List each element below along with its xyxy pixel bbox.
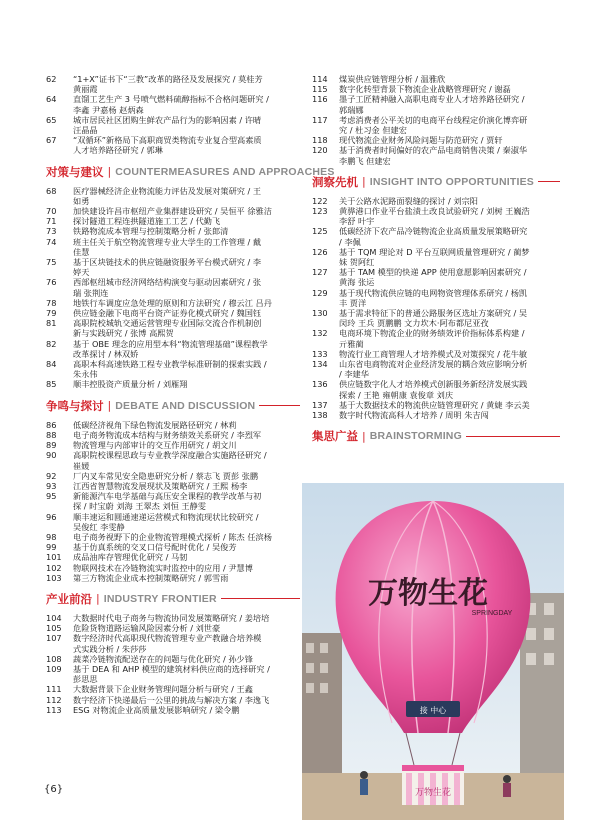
toc-entry xyxy=(312,349,560,359)
toc-article-title: 数字经济时代高职现代物流管理专业产教融合培养模 式实践分析 / 朱莎莎 xyxy=(73,633,262,654)
toc-entry xyxy=(46,135,300,155)
toc-article-title: 第三方物流企业成本控制策略研究 / 郭雪雨 xyxy=(73,572,229,583)
toc-page-number: 105 xyxy=(46,623,62,634)
toc-article-title: 供应链数字化人才培养模式创新服务新经济发展实践 探索 / 王艳 雍朝康 袁俊章 刘庆 xyxy=(339,379,528,400)
toc-entry xyxy=(312,206,560,226)
toc-article-title: 地铁行车调度应急处理的原则和方法研究 / 穆云江 吕丹 xyxy=(73,297,272,308)
toc-entry xyxy=(46,552,300,562)
toc-article-title: 医疗器械经济企业物流能力评估及发展对策研究 / 王 如勇 xyxy=(73,185,262,206)
toc-article-title: 基于消费者时间偏好的农产品电商销售决策 / 秦淑华 李鹏飞 但建宏 xyxy=(339,145,528,166)
toc-page-number: 74 xyxy=(46,236,57,247)
toc-page-number: 129 xyxy=(312,287,328,298)
toc-page-number: 98 xyxy=(46,531,57,542)
section-title: 产业前沿 xyxy=(46,591,92,606)
toc-entry xyxy=(46,491,300,511)
toc-entry xyxy=(46,318,300,338)
toc-entry xyxy=(46,613,300,623)
toc-article-title: 顺丰控股资产质量分析 / 刘雁翔 xyxy=(73,379,188,390)
balloon-text: 万物生花 xyxy=(368,576,488,611)
toc-page-number: 136 xyxy=(312,379,328,390)
section-title: 对策与建议 xyxy=(46,164,104,179)
section-subtitle: DEBATE AND DISCUSSION xyxy=(115,399,256,412)
toc-entry xyxy=(312,247,560,267)
section-subtitle: BRAINSTORMING xyxy=(369,430,462,443)
toc-entry xyxy=(46,94,300,114)
toc-article-title: 电子商务视野下的企业物流管理模式探析 / 陈杰 任滨杨 xyxy=(73,531,272,542)
toc-page-number: 109 xyxy=(46,663,62,674)
toc-article-title: 铁路物流成本管理与控制策略分析 / 张郎清 xyxy=(73,226,229,237)
toc-article-title: 班主任关于航空物流管理专业大学生的工作管理 / 戴 佳慧 xyxy=(73,236,262,257)
toc-page-number: 76 xyxy=(46,277,57,288)
toc-page-number: 114 xyxy=(312,74,328,84)
toc-entry xyxy=(46,705,300,715)
toc-article-title: 数字经济下快递最后一公里的挑战与解决方案 / 李逸飞 xyxy=(73,694,270,705)
toc-entry xyxy=(46,308,300,318)
toc-article-title: 基于区块链技术的供应链融资服务平台模式研究 / 李 婷天 xyxy=(73,257,262,278)
toc-article-title: 考虑消费者公平关切的电商平台线程定价演化博弈研 究 / 杜习金 但建宏 xyxy=(339,114,528,136)
section-divider: | xyxy=(362,175,366,189)
toc-page-number: 120 xyxy=(312,145,328,156)
toc-page-number: 108 xyxy=(46,653,62,664)
section-title: 争鸣与探讨 xyxy=(46,398,104,413)
toc-page-number: 116 xyxy=(312,94,328,105)
cover-photo xyxy=(302,483,564,820)
toc-entry xyxy=(46,379,300,389)
toc-article-title: 关于公路水泥路面裂缝的探讨 / 刘宗阳 xyxy=(339,195,478,206)
toc-article-title: 物流行业工商管理人才培养模式及对策探究 / 花牛敏 xyxy=(339,348,528,359)
toc-page-number: 71 xyxy=(46,216,57,227)
section-rule xyxy=(466,436,560,437)
toc-page-number: 111 xyxy=(46,684,62,695)
toc-entry xyxy=(312,115,560,135)
toc-article-title: 山东省电商物流对企业经济发展的耦合效应影响分析 / 李建华 xyxy=(339,359,528,380)
toc-page-number: 86 xyxy=(46,419,57,430)
basket-text: 万物生花 xyxy=(414,788,452,798)
toc-article-title: 基于需求特征下的普通公路服务区选址方案研究 / 吴 闵玲 王兵 贾鹏鹏 文力坎木·阿布都尼亚孜 xyxy=(339,308,528,329)
toc-entry xyxy=(46,186,300,206)
toc-entry xyxy=(312,400,560,410)
toc-article-title: 顺丰速运和圆通速递运营模式和物流现状比较研究 / 吴俊红 李雯静 xyxy=(73,511,259,532)
toc-article-title: 物联网技术在冷链物流实时监控中的应用 / 尹慧博 xyxy=(73,562,253,573)
toc-article-title: 数字化转型背景下物流企业战略管理研究 / 谢磊 xyxy=(339,84,511,95)
toc-page-number: 101 xyxy=(46,552,62,563)
toc-entry xyxy=(46,532,300,542)
toc-article-title: 大数据背景下企业财务管理问题分析与研究 / 王鑫 xyxy=(73,684,253,695)
toc-entry xyxy=(46,298,300,308)
toc-entry xyxy=(312,328,560,348)
toc-page-number: 78 xyxy=(46,297,57,308)
toc-page-number: 113 xyxy=(46,704,62,715)
toc-entry xyxy=(46,420,300,430)
toc-page-number: 104 xyxy=(46,612,62,623)
toc-entry xyxy=(46,339,300,359)
toc-page-number: 112 xyxy=(46,694,62,705)
toc-page-number: 95 xyxy=(46,491,57,502)
page-number: {6} xyxy=(44,784,64,795)
toc-article-title: 基于大数据技术的物流供应链管理研究 / 黄婕 李云美 xyxy=(339,399,530,410)
toc-entry xyxy=(312,196,560,206)
toc-entry xyxy=(312,74,560,84)
toc-entry xyxy=(312,267,560,287)
toc-article-title: 基于 OBE 理念的应用型本科“物流管理基础”课程教学 改革探讨 / 林双娇 xyxy=(73,338,268,359)
toc-article-title: 城市居民社区团购生鲜农产品行为的影响因素 / 许晴 汪晶晶 xyxy=(73,114,262,136)
toc-article-title: 数字时代物流高科人才培养 / 周明 朱吉闯 xyxy=(339,410,489,421)
section-header xyxy=(46,398,300,414)
section-subtitle: COUNTERMEASURES AND APPROACHES xyxy=(115,165,335,178)
toc-page-number: 125 xyxy=(312,226,328,237)
toc-entry xyxy=(46,277,300,297)
toc-entry xyxy=(46,257,300,277)
toc-page-number: 133 xyxy=(312,348,328,359)
toc-article-title: 基于现代物流供应链的电网物资管理体系研究 / 杨凯 丰 贾洋 xyxy=(339,287,528,308)
toc-article-title: 基于 TAM 模型的快递 APP 使用意愿影响因素研究 / 黄海 张运 xyxy=(339,267,527,288)
toc-page-number: 68 xyxy=(46,185,57,196)
toc-entry xyxy=(46,684,300,694)
toc-page-number: 132 xyxy=(312,328,328,339)
toc-entry xyxy=(312,94,560,114)
toc-article-title: 高职本科高速铁路工程专业教学标准研制的探索实践 / 朱永伟 xyxy=(73,359,267,380)
toc-entry xyxy=(46,216,300,226)
toc-entry xyxy=(312,145,560,165)
toc-entry xyxy=(46,654,300,664)
toc-page-number: 75 xyxy=(46,257,57,268)
toc-entry xyxy=(312,308,560,328)
toc-article-title: 探讨隧道工程连拱隧道施工工艺 / 代勤飞 xyxy=(73,216,221,227)
toc-page-number: 134 xyxy=(312,359,328,370)
toc-article-title: 江西省智慧物流发展现状及策略研究 / 王熙 杨李 xyxy=(73,480,248,491)
section-subtitle: INDUSTRY FRONTIER xyxy=(103,592,217,605)
section-divider: | xyxy=(107,165,112,179)
toc-page-number: 62 xyxy=(46,74,57,84)
toc-page-number: 65 xyxy=(46,114,57,125)
toc-page-number: 123 xyxy=(312,206,328,217)
toc-article-title: 高职院校城轨交通运营管理专业国际交流合作机制创 新与实践研究 / 张博 高熙贺 xyxy=(73,318,262,339)
toc-article-title: 现代物流企业财务风险问题与防范研究 / 贾轩 xyxy=(339,135,503,146)
toc-entry xyxy=(46,542,300,552)
section-rule xyxy=(221,598,300,599)
toc-page-number: 127 xyxy=(312,267,328,278)
toc-page-number: 115 xyxy=(312,84,328,95)
toc-entry xyxy=(46,430,300,440)
toc-entry xyxy=(312,410,560,420)
toc-article-title: 西部枢纽城市经济网络结构演变与驱动因素研究 / 张 瑞 张荆连 xyxy=(73,277,262,298)
toc-page-number: 103 xyxy=(46,572,62,583)
section-header xyxy=(312,174,560,190)
section-divider: | xyxy=(362,429,366,443)
toc-entry xyxy=(312,135,560,145)
toc-page-number: 107 xyxy=(46,633,62,644)
toc-page-number: 137 xyxy=(312,399,328,410)
section-header xyxy=(46,591,300,607)
toc-article-title: 厂内叉车常见安全隐患研究分析 / 蔡志飞 贾彭 张鹏 xyxy=(73,470,259,481)
toc-entry xyxy=(46,664,300,684)
toc-article-title: 基于仿真系统的交叉口信号配时优化 / 吴俊芳 xyxy=(73,542,237,553)
toc-page-number: 92 xyxy=(46,470,57,481)
toc-page-number: 73 xyxy=(46,226,57,237)
toc-entry xyxy=(46,115,300,135)
toc-entry xyxy=(46,440,300,450)
toc-page-number: 79 xyxy=(46,308,57,319)
toc-article-title: 低碳经济下农产品冷链物流企业高质量发展策略研究 / 李佩 xyxy=(339,226,528,247)
toc-entry xyxy=(312,379,560,399)
toc-page-number: 89 xyxy=(46,440,57,451)
toc-article-title: 煤炭供应链管理分析 / 温雅欣 xyxy=(339,74,446,84)
toc-entry xyxy=(46,471,300,481)
toc-article-title: “双循环”新格局下高职商贸类物流专业复合型高素质 人才培养路径研究 / 郭琳 xyxy=(73,135,262,156)
section-divider: | xyxy=(96,592,100,606)
section-title: 集思广益 xyxy=(312,429,358,444)
toc-page-number: 130 xyxy=(312,308,328,319)
toc-page-number: 122 xyxy=(312,195,328,206)
toc-article-title: 供应链金融下电商平台资产证券化模式研究 / 魏国钰 xyxy=(73,308,262,319)
section-divider: | xyxy=(107,399,112,413)
toc-article-title: 新能源汽车电学基础与高压安全课程的教学改革与初 探 / 时宝蔚 刘海 王翠杰 刘恒 王静雯 xyxy=(73,491,262,512)
toc-entry xyxy=(46,573,300,583)
toc-article-title: 成品油库存管理优化研究 / 马韧 xyxy=(73,552,188,563)
toc-article-title: 低碳经济视角下绿色物流发展路径研究 / 林莉 xyxy=(73,419,237,430)
toc-entry xyxy=(46,623,300,633)
toc-entry xyxy=(312,84,560,94)
toc-entry xyxy=(46,74,300,94)
sign-text: 接 中心 xyxy=(419,706,447,715)
toc-right-column xyxy=(312,74,560,450)
toc-entry xyxy=(46,359,300,379)
toc-page-number: 90 xyxy=(46,450,57,461)
toc-article-title: ESG 对物流企业高质量发展影响研究 / 梁令鹏 xyxy=(73,704,240,715)
section-title: 洞察先机 xyxy=(312,174,358,189)
toc-page-number: 88 xyxy=(46,429,57,440)
toc-page-number: 67 xyxy=(46,135,57,146)
toc-page-number: 82 xyxy=(46,338,57,349)
toc-entry xyxy=(46,237,300,257)
toc-entry xyxy=(312,226,560,246)
toc-entry xyxy=(46,450,300,470)
toc-article-title: 物流管理与内部审计的交互作用研究 / 胡文川 xyxy=(73,440,237,451)
section-header xyxy=(46,164,335,180)
toc-page-number: 85 xyxy=(46,379,57,390)
toc-page-number: 84 xyxy=(46,359,57,370)
toc-article-title: 大数据时代电子商务与物流协同发展策略研究 / 姜培培 xyxy=(73,612,270,623)
toc-article-title: “1+X”证书下“三教”改革的路径及发展探究 / 莫桂芳 黄丽霞 xyxy=(73,74,263,95)
toc-entry xyxy=(312,359,560,379)
toc-entry xyxy=(46,512,300,532)
toc-article-title: 危险货物道路运输风险因素分析 / 刘世豪 xyxy=(73,623,221,634)
toc-entry xyxy=(46,226,300,236)
toc-article-title: 高职院校课程思政与专业教学深度融合实施路径研究 / 崔媛 xyxy=(73,450,267,471)
toc-page-number: 64 xyxy=(46,94,57,105)
toc-article-title: 加快建设许昌市枢纽产业集群建设研究 / 吴恒平 徐雅洁 xyxy=(73,206,272,217)
section-subtitle: INSIGHT INTO OPPORTUNITIES xyxy=(369,175,534,188)
toc-page-number: 99 xyxy=(46,542,57,553)
toc-article-title: 蔬菜冷链物流配送存在的问题与优化研究 / 孙少锋 xyxy=(73,653,253,664)
toc-page-number: 118 xyxy=(312,135,328,146)
toc-entry xyxy=(46,206,300,216)
toc-page-number: 117 xyxy=(312,114,328,125)
toc-article-title: 黄骅港口作业平台盐渍土改良试验研究 / 刘树 王巍浩 李舒 叶宇 xyxy=(339,206,530,227)
toc-entry xyxy=(46,633,300,653)
toc-article-title: 基于 DEA 和 AHP 模型的建筑材料供应商的选择研究 / 彭思思 xyxy=(73,663,270,685)
balloon-subtext: SPRINGDAY xyxy=(471,610,513,617)
toc-entry xyxy=(46,481,300,491)
toc-page-number: 93 xyxy=(46,480,57,491)
toc-page-number: 138 xyxy=(312,410,328,421)
toc-page-number: 70 xyxy=(46,206,57,217)
toc-entry xyxy=(46,695,300,705)
section-rule xyxy=(259,405,300,406)
toc-article-title: 电子商务物流成本结构与财务绩效关系研究 / 李烈军 xyxy=(73,429,262,440)
toc-page-number: 96 xyxy=(46,511,57,522)
toc-page-number: 102 xyxy=(46,562,62,573)
toc-page-number: 126 xyxy=(312,246,328,257)
toc-page-number: 81 xyxy=(46,318,57,329)
toc-article-title: 墨子工匠精神融入高职电商专业人才培养路径研究 / 郭瑞娜 xyxy=(339,94,525,115)
toc-entry xyxy=(46,563,300,573)
hot-air-balloon-photo xyxy=(302,483,564,820)
toc-entry xyxy=(312,288,560,308)
section-header xyxy=(312,428,560,444)
toc-article-title: 直馏工艺生产 3 号喷气燃料硫醇指标不合格问题研究 / 李鑫 尹嘉杨 赵炳森 xyxy=(73,94,269,115)
toc-article-title: 基于 TQM 理论对 D 平台互联网质量管理研究 / 蔺梦 妹 贺阿红 xyxy=(339,246,530,268)
section-rule xyxy=(538,181,560,182)
toc-article-title: 电商环境下物流企业的财务绩效评价指标体系构建 / 亓雅蔺 xyxy=(339,328,525,349)
